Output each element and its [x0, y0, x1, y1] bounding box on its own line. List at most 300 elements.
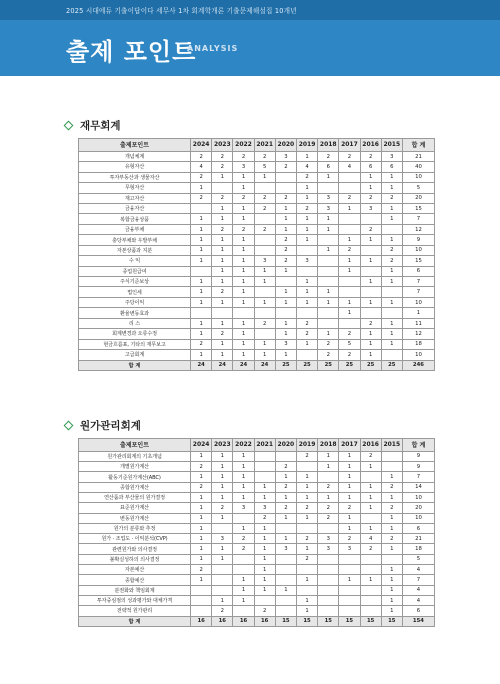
count-cell: 1 [275, 472, 296, 482]
count-cell: 1 [254, 554, 275, 564]
count-cell: 1 [212, 277, 233, 287]
column-header-topic: 출제포인트 [79, 139, 191, 152]
topic-cell: 종합예산 [79, 575, 191, 585]
count-cell: 1 [191, 492, 212, 502]
table-row [79, 462, 435, 472]
count-cell: 1 [212, 203, 233, 213]
count-cell: 1 [318, 172, 339, 182]
table-row [79, 235, 435, 245]
count-cell: 1 [318, 214, 339, 224]
count-cell: 1 [381, 472, 402, 482]
topic-cell: 금융부채 [79, 224, 191, 234]
count-cell: 2 [191, 151, 212, 161]
count-cell: 1 [360, 329, 381, 339]
count-cell: 1 [381, 339, 402, 349]
column-header-year: 2020 [275, 139, 296, 152]
total-value: 24 [212, 360, 233, 370]
count-cell: 2 [191, 193, 212, 203]
count-cell: 1 [381, 235, 402, 245]
count-cell: 1 [212, 297, 233, 307]
count-cell: 1 [360, 277, 381, 287]
total-cell: 1 [402, 308, 434, 318]
total-cell: 20 [402, 503, 434, 513]
count-cell: 1 [360, 256, 381, 266]
total-value: 25 [318, 360, 339, 370]
topic-cell: 자본상품과 지분 [79, 245, 191, 255]
count-cell: 1 [191, 575, 212, 585]
book-title: 2025 시대에듀 기출이답이다 세무사 1차 회계학개론 기출문제해설집 10개년 [66, 7, 297, 15]
count-cell: 2 [318, 482, 339, 492]
count-cell [212, 523, 233, 533]
total-cell: 9 [402, 451, 434, 461]
count-cell: 1 [233, 492, 254, 502]
topic-cell: 표준원가계산 [79, 503, 191, 513]
total-value: 15 [318, 616, 339, 627]
count-cell: 3 [360, 203, 381, 213]
count-cell: 1 [233, 245, 254, 255]
topic-cell: 현금흐름표, 기타의 재무보고 [79, 339, 191, 349]
section-title: 재무회계 [80, 119, 121, 132]
count-cell [318, 585, 339, 595]
total-cell: 6 [402, 266, 434, 276]
count-cell: 1 [191, 451, 212, 461]
count-cell [318, 472, 339, 482]
count-cell: 5 [339, 339, 360, 349]
total-row [79, 360, 435, 370]
count-cell: 1 [296, 595, 317, 605]
count-cell [212, 565, 233, 575]
count-cell: 2 [212, 151, 233, 161]
count-cell [275, 277, 296, 287]
count-cell: 1 [296, 151, 317, 161]
count-cell: 1 [254, 172, 275, 182]
count-cell: 6 [318, 162, 339, 172]
total-cell: 11 [402, 318, 434, 328]
count-cell [296, 308, 317, 318]
count-cell: 1 [381, 513, 402, 523]
total-value: 16 [191, 616, 212, 627]
count-cell [233, 565, 254, 575]
count-cell: 2 [254, 151, 275, 161]
count-cell: 5 [254, 162, 275, 172]
total-cell: 18 [402, 544, 434, 554]
count-cell [381, 554, 402, 564]
count-cell: 2 [339, 503, 360, 513]
count-cell: 1 [233, 318, 254, 328]
count-cell: 2 [360, 193, 381, 203]
count-cell: 2 [339, 151, 360, 161]
total-cell: 12 [402, 329, 434, 339]
topic-cell: 재고자산 [79, 193, 191, 203]
count-cell [318, 575, 339, 585]
topic-cell: 변동원가계산 [79, 513, 191, 523]
count-cell [360, 554, 381, 564]
count-cell [254, 214, 275, 224]
count-cell: 2 [296, 503, 317, 513]
count-cell: 1 [360, 339, 381, 349]
count-cell [212, 585, 233, 595]
count-cell: 1 [191, 472, 212, 482]
count-cell: 1 [296, 277, 317, 287]
table-row [79, 606, 435, 616]
table-row [79, 544, 435, 554]
count-cell: 1 [318, 245, 339, 255]
topic-cell: 전략적 원가관리 [79, 606, 191, 616]
count-cell: 1 [339, 308, 360, 318]
count-cell: 4 [191, 162, 212, 172]
count-cell: 1 [381, 266, 402, 276]
count-cell: 1 [191, 235, 212, 245]
count-cell: 1 [254, 339, 275, 349]
count-cell [212, 308, 233, 318]
total-cell: 7 [402, 472, 434, 482]
count-cell: 1 [296, 193, 317, 203]
table-row [79, 350, 435, 360]
topic-cell: 활동기준원가계산(ABC) [79, 472, 191, 482]
page-header [0, 0, 500, 76]
topic-cell: 자본예산 [79, 565, 191, 575]
count-cell: 2 [191, 565, 212, 575]
count-cell: 1 [233, 523, 254, 533]
count-cell: 1 [275, 297, 296, 307]
table-row [79, 329, 435, 339]
column-header-year: 2019 [296, 139, 317, 152]
count-cell [360, 266, 381, 276]
topic-cell: 고급회계 [79, 350, 191, 360]
count-cell: 1 [339, 203, 360, 213]
count-cell [233, 606, 254, 616]
count-cell: 1 [233, 203, 254, 213]
count-cell: 1 [254, 350, 275, 360]
total-cell: 10 [402, 492, 434, 502]
count-cell [233, 513, 254, 523]
count-cell: 2 [254, 193, 275, 203]
total-value: 25 [275, 360, 296, 370]
count-cell [318, 595, 339, 605]
total-cell: 7 [402, 277, 434, 287]
table-row [79, 492, 435, 502]
count-cell: 2 [212, 162, 233, 172]
count-cell: 2 [381, 245, 402, 255]
count-cell [318, 523, 339, 533]
count-cell [275, 451, 296, 461]
count-cell: 1 [233, 329, 254, 339]
count-cell: 1 [360, 297, 381, 307]
count-cell [233, 554, 254, 564]
count-cell [381, 287, 402, 297]
count-cell: 2 [381, 193, 402, 203]
total-cell: 9 [402, 235, 434, 245]
count-cell: 1 [275, 492, 296, 502]
column-header-year: 2017 [339, 139, 360, 152]
count-cell [191, 308, 212, 318]
count-cell [318, 256, 339, 266]
count-cell [191, 266, 212, 276]
topic-cell: 투자부동산과 생물자산 [79, 172, 191, 182]
count-cell: 2 [275, 482, 296, 492]
count-cell [275, 595, 296, 605]
count-cell: 1 [233, 277, 254, 287]
count-cell: 2 [275, 193, 296, 203]
count-cell: 1 [233, 472, 254, 482]
column-header-year: 2022 [233, 139, 254, 152]
count-cell [318, 183, 339, 193]
count-cell: 1 [296, 482, 317, 492]
column-header-year: 2020 [275, 439, 296, 452]
count-cell: 1 [381, 575, 402, 585]
count-cell [318, 308, 339, 318]
count-cell: 1 [191, 329, 212, 339]
count-cell: 1 [360, 172, 381, 182]
count-cell: 1 [275, 318, 296, 328]
count-cell: 3 [318, 193, 339, 203]
table-row [79, 523, 435, 533]
topic-cell: 법인세 [79, 287, 191, 297]
count-cell: 2 [212, 193, 233, 203]
count-cell: 1 [381, 606, 402, 616]
diamond-bullet-icon [64, 120, 74, 130]
table-row [79, 277, 435, 287]
count-cell [360, 585, 381, 595]
column-header-year: 2015 [381, 439, 402, 452]
count-cell: 1 [233, 235, 254, 245]
count-cell: 1 [296, 224, 317, 234]
count-cell: 1 [318, 224, 339, 234]
count-cell: 1 [275, 224, 296, 234]
count-cell: 1 [381, 329, 402, 339]
count-cell [191, 203, 212, 213]
count-cell: 1 [339, 472, 360, 482]
count-cell: 1 [381, 183, 402, 193]
count-cell: 2 [339, 193, 360, 203]
count-cell: 1 [191, 554, 212, 564]
total-cell: 4 [402, 595, 434, 605]
total-cell: 10 [402, 297, 434, 307]
count-cell: 1 [381, 214, 402, 224]
count-cell [318, 554, 339, 564]
count-cell: 2 [296, 554, 317, 564]
count-cell: 1 [212, 451, 233, 461]
count-cell: 2 [233, 534, 254, 544]
count-cell [318, 266, 339, 276]
count-cell: 2 [318, 339, 339, 349]
count-cell: 1 [254, 277, 275, 287]
table-row [79, 162, 435, 172]
count-cell: 2 [254, 224, 275, 234]
count-cell: 1 [381, 277, 402, 287]
total-value: 25 [360, 360, 381, 370]
count-cell: 2 [254, 606, 275, 616]
count-cell: 1 [360, 482, 381, 492]
count-cell [254, 462, 275, 472]
count-cell: 2 [296, 534, 317, 544]
count-cell [212, 575, 233, 585]
count-cell: 1 [296, 513, 317, 523]
total-cell: 4 [402, 585, 434, 595]
count-cell [275, 308, 296, 318]
count-cell: 1 [212, 214, 233, 224]
count-cell: 1 [360, 350, 381, 360]
topic-cell: 불확실성하의 의사결정 [79, 554, 191, 564]
count-cell: 1 [212, 245, 233, 255]
count-cell [296, 462, 317, 472]
count-cell: 1 [233, 339, 254, 349]
count-cell [339, 224, 360, 234]
count-cell [275, 606, 296, 616]
count-cell: 2 [296, 203, 317, 213]
count-cell: 1 [275, 585, 296, 595]
count-cell: 1 [275, 214, 296, 224]
count-cell: 1 [254, 544, 275, 554]
topic-cell: 원가관리회계의 기초개념 [79, 451, 191, 461]
count-cell: 1 [360, 575, 381, 585]
topic-cell: 회계변경과 오류수정 [79, 329, 191, 339]
table-row [79, 565, 435, 575]
total-cell: 15 [402, 203, 434, 213]
page-title: 출제 포인트 [66, 38, 197, 66]
total-row [79, 616, 435, 627]
topic-cell: 연산품과 부산물의 원가결정 [79, 492, 191, 502]
column-header-year: 2018 [318, 139, 339, 152]
count-cell [339, 595, 360, 605]
count-cell: 1 [254, 492, 275, 502]
count-cell: 1 [360, 492, 381, 502]
count-cell: 1 [275, 266, 296, 276]
count-cell: 1 [275, 534, 296, 544]
count-cell: 1 [275, 329, 296, 339]
count-cell: 2 [275, 162, 296, 172]
total-value: 25 [296, 360, 317, 370]
count-cell: 1 [212, 595, 233, 605]
count-cell: 1 [296, 183, 317, 193]
count-cell: 1 [381, 203, 402, 213]
section-heading-financial [64, 118, 121, 132]
count-cell [339, 277, 360, 287]
count-cell: 3 [233, 162, 254, 172]
total-cell: 6 [402, 606, 434, 616]
count-cell: 1 [318, 451, 339, 461]
count-cell [360, 287, 381, 297]
count-cell: 1 [254, 534, 275, 544]
count-cell [339, 606, 360, 616]
total-label: 합 계 [79, 360, 191, 370]
count-cell: 3 [212, 534, 233, 544]
total-cell: 10 [402, 172, 434, 182]
count-cell: 1 [212, 513, 233, 523]
count-cell: 2 [296, 318, 317, 328]
count-cell: 1 [381, 544, 402, 554]
count-cell: 1 [212, 235, 233, 245]
count-cell: 3 [339, 544, 360, 554]
total-value: 15 [296, 616, 317, 627]
count-cell: 1 [381, 565, 402, 575]
count-cell: 1 [191, 513, 212, 523]
count-cell [339, 214, 360, 224]
diamond-bullet-icon [64, 420, 74, 430]
count-cell: 1 [233, 462, 254, 472]
count-cell: 2 [212, 503, 233, 513]
count-cell: 2 [296, 451, 317, 461]
count-cell: 1 [318, 492, 339, 502]
total-value: 25 [339, 360, 360, 370]
total-value: 15 [275, 616, 296, 627]
count-cell: 1 [233, 256, 254, 266]
count-cell: 1 [360, 503, 381, 513]
count-cell: 1 [233, 575, 254, 585]
count-cell: 1 [296, 339, 317, 349]
count-cell [191, 595, 212, 605]
count-cell: 2 [254, 318, 275, 328]
count-cell: 1 [318, 462, 339, 472]
count-cell: 1 [381, 318, 402, 328]
count-cell: 2 [339, 245, 360, 255]
table-row [79, 183, 435, 193]
count-cell: 1 [296, 606, 317, 616]
count-cell: 2 [318, 151, 339, 161]
table-row [79, 245, 435, 255]
count-cell: 1 [233, 595, 254, 605]
total-cell: 5 [402, 183, 434, 193]
table-row [79, 297, 435, 307]
column-header-topic: 출제포인트 [79, 439, 191, 452]
total-value: 24 [191, 360, 212, 370]
count-cell: 1 [191, 523, 212, 533]
count-cell: 2 [296, 172, 317, 182]
count-cell: 1 [233, 585, 254, 595]
count-cell: 1 [191, 544, 212, 554]
total-cell: 40 [402, 162, 434, 172]
count-cell: 1 [339, 575, 360, 585]
count-cell [254, 245, 275, 255]
column-header-total: 합 계 [402, 139, 434, 152]
count-cell [318, 565, 339, 575]
count-cell [360, 606, 381, 616]
total-value: 15 [339, 616, 360, 627]
topic-cell: 유형자산 [79, 162, 191, 172]
topic-cell: 환율변동효과 [79, 308, 191, 318]
count-cell [275, 575, 296, 585]
table-header-row [79, 139, 435, 152]
count-cell: 1 [191, 297, 212, 307]
total-value: 154 [402, 616, 434, 627]
count-cell: 1 [212, 339, 233, 349]
table-row [79, 172, 435, 182]
count-cell [339, 554, 360, 564]
topic-cell: 투자중심점의 성과평가와 대체가격 [79, 595, 191, 605]
column-header-year: 2021 [254, 139, 275, 152]
count-cell [381, 462, 402, 472]
total-cell: 10 [402, 245, 434, 255]
count-cell: 3 [254, 256, 275, 266]
count-cell: 2 [233, 544, 254, 554]
count-cell [296, 523, 317, 533]
count-cell [339, 318, 360, 328]
count-cell [212, 183, 233, 193]
total-value: 16 [212, 616, 233, 627]
count-cell: 1 [212, 256, 233, 266]
count-cell: 1 [191, 534, 212, 544]
count-cell: 1 [212, 472, 233, 482]
total-value: 15 [381, 616, 402, 627]
count-cell: 2 [233, 224, 254, 234]
count-cell: 2 [381, 503, 402, 513]
count-cell: 1 [191, 503, 212, 513]
count-cell: 6 [360, 162, 381, 172]
count-cell: 1 [233, 297, 254, 307]
table-row [79, 224, 435, 234]
count-cell: 1 [339, 266, 360, 276]
table-row [79, 554, 435, 564]
